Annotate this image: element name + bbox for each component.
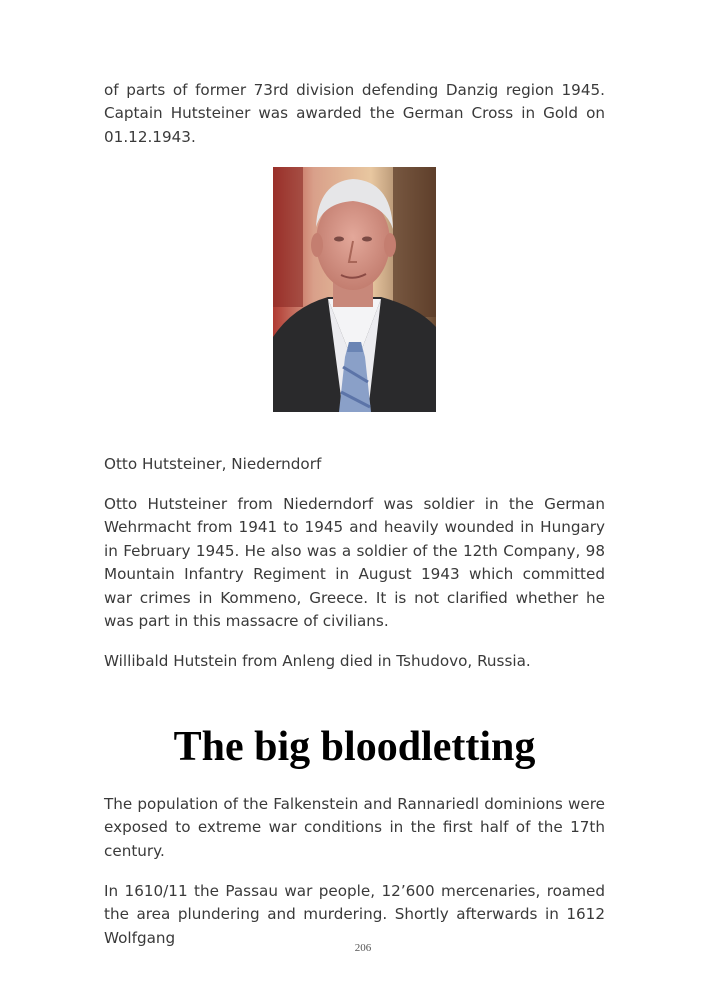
photo-caption: Otto Hutsteiner, Niederndorf xyxy=(104,455,322,473)
paragraph-intro: of parts of former 73rd division defending Danzig region 1945. Captain Hutsteiner was awarded the German Cross in Gold on 01.12.1943. xyxy=(104,81,605,146)
page-number: 206 xyxy=(354,942,372,954)
paragraph-passau: In 1610/11 the Passau war people, 12’600 mercenaries, roamed the area plundering and murdering. Shortly afterwards in 1612 Wolfgang xyxy=(104,882,605,947)
paragraph-population: The population of the Falkenstein and Rannariedl dominions were exposed to extreme war conditions in the first half of the 17th century. xyxy=(104,795,605,860)
paragraph-willibald: Willibald Hutstein from Anleng died in Tshudovo, Russia. xyxy=(104,652,531,670)
paragraph-otto: Otto Hutsteiner from Niederndorf was soldier in the German Wehrmacht from 1941 to 1945 and heavily wounded in Hungary in February 1945. He also was a soldier of the 12th Company, 98 Mountain Infantry Regiment in August 1943 which committed war crimes in Kommeno, Greece. It is not clarified whether he was part in this massacre of civilians. xyxy=(104,495,605,631)
section-heading: The big bloodletting xyxy=(173,724,536,770)
portrait-photo xyxy=(273,167,436,412)
